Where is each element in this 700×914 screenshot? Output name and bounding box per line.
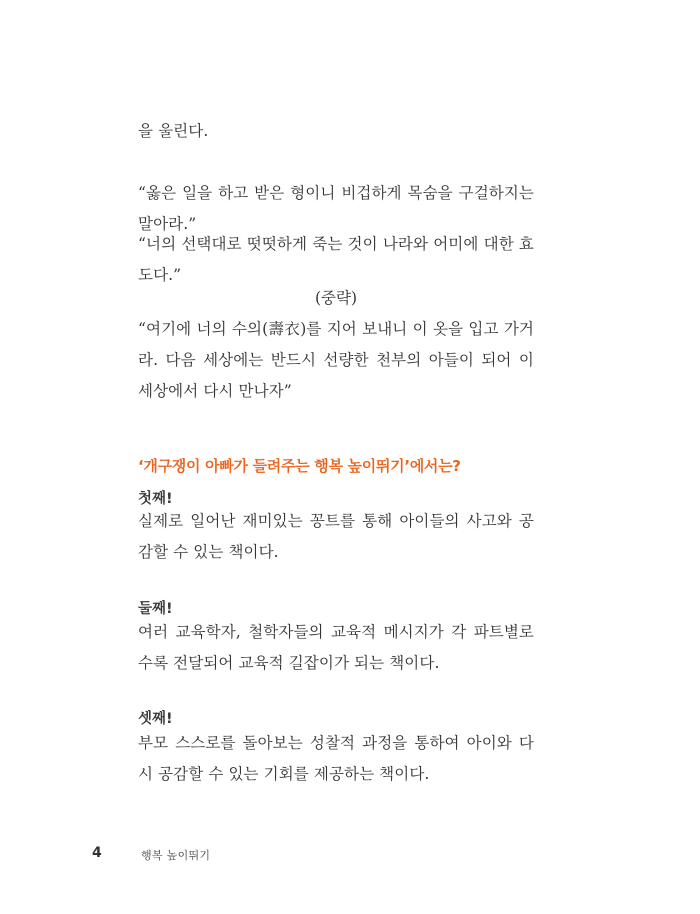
omission-note: (중략) xyxy=(314,289,358,307)
page-number: 4 xyxy=(92,845,102,861)
item-label-second: 둘째! xyxy=(138,601,173,617)
section-heading: ‘개구쟁이 아빠가 들려주는 행복 높이뛰기’에서는? xyxy=(138,457,461,475)
quote-paragraph-1: “옳은 일을 하고 받은 형이니 비겁하게 목숨을 구걸하지는 말아라.” xyxy=(138,184,534,233)
quote-paragraph-2: “너의 선택대로 떳떳하게 죽는 것이 나라와 어미에 대한 효도다.” xyxy=(138,235,534,284)
item-text-second: 여러 교육학자, 철학자들의 교육적 메시지가 각 파트별로 수록 전달되어 교육적 길잡이가 되는 책이다. xyxy=(138,623,534,672)
item-text-first: 실제로 일어난 재미있는 꽁트를 통해 아이들의 사고와 공감할 수 있는 책이다. xyxy=(138,512,534,561)
paragraph-continuation: 을 울린다. xyxy=(138,122,209,140)
running-title: 행복 높이뛰기 xyxy=(141,849,211,862)
quote-paragraph-3: “여기에 너의 수의(壽衣)를 지어 보내니 이 옷을 입고 가거라. 다음 세상에는 반드시 선량한 천부의 아들이 되어 이 세상에서 다시 만나자” xyxy=(138,320,534,400)
item-text-third: 부모 스스로를 돌아보는 성찰적 과정을 통하여 아이와 다시 공감할 수 있는 기회를 제공하는 책이다. xyxy=(138,734,534,783)
item-label-first: 첫째! xyxy=(138,491,173,507)
item-label-third: 셋째! xyxy=(138,711,173,727)
